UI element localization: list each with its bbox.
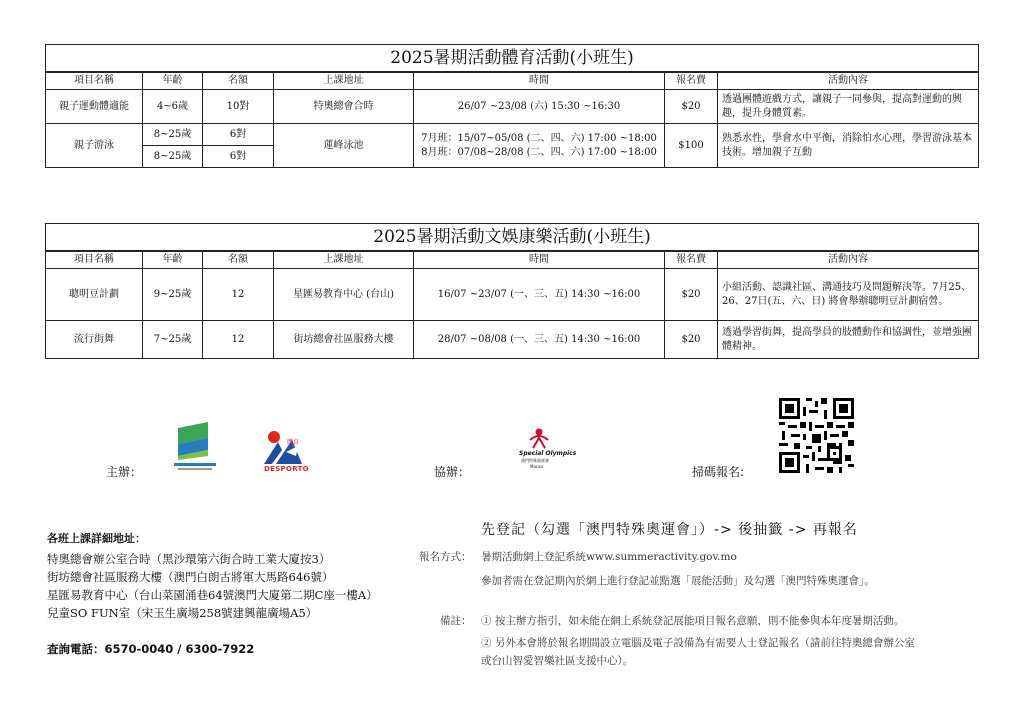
qr-code-icon[interactable] xyxy=(779,398,854,473)
activity-address: 星匯易教育中心 (台山) xyxy=(274,269,414,321)
special-olympics-sub: 澳門特殊奧運會 xyxy=(521,458,549,463)
col-header-content: 活動內容 xyxy=(718,251,979,269)
address-list xyxy=(47,550,378,622)
col-header-age: 年齡 xyxy=(143,72,203,90)
col-header-age: 年齡 xyxy=(143,251,203,269)
activity-content: 透過學習街舞，提高學員的肢體動作和協調性，並增強團體精神。 xyxy=(718,321,979,359)
desporto-logo-text: DESPORTO xyxy=(264,465,309,473)
address-heading: 各班上課詳細地址： xyxy=(47,532,146,545)
activity-age: 8~25歲 xyxy=(143,146,203,168)
time-july: 7月班：15/07~05/08 (二、四、六) 17:00 ~18:00 xyxy=(421,132,657,144)
table-title: 2025暑期活動文娛康樂活動(小班生) xyxy=(46,224,979,252)
address-line: 特奧總會辦公室合時（黑沙環第六街合時工業大廈按3） xyxy=(47,552,331,566)
col-header-fee: 報名費 xyxy=(665,72,718,90)
activity-quota: 10對 xyxy=(203,90,274,124)
activity-name: 流行街舞 xyxy=(46,321,143,359)
special-olympics-logo-text: Special Olympics xyxy=(519,450,577,457)
note-2b: 或台山智愛智樂社區支援中心）。 xyxy=(481,655,634,667)
activity-age: 4~6歲 xyxy=(143,90,203,124)
table-row xyxy=(46,90,979,124)
table-row xyxy=(46,124,979,146)
method-line-2: 參加者需在登記期內於網上進行登記並點選「展能活動」及勾選「澳門特殊奧運會」。 xyxy=(481,575,875,587)
activity-fee: $20 xyxy=(665,90,718,124)
table-row xyxy=(46,269,979,321)
col-header-fee: 報名費 xyxy=(665,251,718,269)
activity-name: 聰明豆計劃 xyxy=(46,269,143,321)
activity-quota: 12 xyxy=(203,321,274,359)
activity-address: 蓮峰泳池 xyxy=(274,124,414,168)
activity-time: 28/07 ~08/08 (一、三、五) 14:30 ~16:00 xyxy=(414,321,665,359)
special-olympics-icon xyxy=(527,426,551,450)
activity-age: 8~25歲 xyxy=(143,124,203,146)
activity-quota: 12 xyxy=(203,269,274,321)
activity-content: 透過團體遊戲方式，讓親子一同參與，提高對運動的興趣，提升身體質素。 xyxy=(718,90,979,124)
col-header-name: 項目名稱 xyxy=(46,72,143,90)
table-row xyxy=(46,321,979,359)
note-2a: ② 另外本會將於報名期間設立電腦及電子設備為有需要人士登記報名（請前往特奧總會辦公室 xyxy=(481,637,915,649)
address-line: 兒童SO FUN室（宋玉生廣場258號建興龍廣場A5） xyxy=(47,606,318,620)
activity-quota: 6對 xyxy=(203,124,274,146)
sports-activities-table xyxy=(45,44,979,168)
activity-fee: $20 xyxy=(665,269,718,321)
special-olympics-city: Macau xyxy=(530,464,544,469)
activity-content: 熟悉水性，學會水中平衡，消除怕水心理，學習游泳基本技術。增加親子互動 xyxy=(718,124,979,168)
method-line-1: 暑期活動網上登記系統www.summeractivity.gov.mo xyxy=(481,551,737,563)
col-header-address: 上課地址 xyxy=(274,251,414,269)
sports-bureau-logo xyxy=(172,422,220,472)
activity-name: 親子游泳 xyxy=(46,124,143,168)
inquiry-phone: 查詢電話：6570-0040 / 6300-7922 xyxy=(47,642,255,656)
activity-age: 9~25歲 xyxy=(143,269,203,321)
address-line: 街坊總會社區服務大樓（澳門白朗古將軍大馬路646號） xyxy=(47,570,334,584)
address-line: 星匯易教育中心（台山菜園涌巷64號澳門大廈第二期C座一樓A） xyxy=(47,588,378,602)
co-organizer-label: 協辦： xyxy=(434,465,471,479)
activity-time: 26/07 ~23/08 (六) 15:30 ~16:30 xyxy=(414,90,665,124)
col-header-address: 上課地址 xyxy=(274,72,414,90)
activity-time xyxy=(414,124,665,168)
scan-label: 掃碼報名: xyxy=(692,465,745,479)
activity-fee: $20 xyxy=(665,321,718,359)
notes-label: 備註： xyxy=(440,615,472,627)
registration-headline: 先登記（勾選「澳門特殊奧運會」）-> 後抽籤 -> 再報名 xyxy=(481,522,858,538)
activity-quota: 6對 xyxy=(203,146,274,168)
method-label: 報名方式： xyxy=(419,551,472,563)
activity-time: 16/07 ~23/07 (一、三、五) 14:30 ~16:00 xyxy=(414,269,665,321)
activity-content: 小組活動、認識社區、溝通技巧及問題解決等。7月25、26、27日(五、六、日) 將會舉辦聰明豆計劃宿營。 xyxy=(718,269,979,321)
col-header-time: 時間 xyxy=(414,251,665,269)
col-header-content: 活動內容 xyxy=(718,72,979,90)
col-header-quota: 名額 xyxy=(203,251,274,269)
activity-age: 7~25歲 xyxy=(143,321,203,359)
table-title: 2025暑期活動體育活動(小班生) xyxy=(46,45,979,73)
time-august: 8月班：07/08~28/08 (二、四、六) 17:00 ~18:00 xyxy=(421,146,657,158)
activity-address: 街坊總會社區服務大樓 xyxy=(274,321,414,359)
activity-address: 特奧總會合時 xyxy=(274,90,414,124)
col-header-quota: 名額 xyxy=(203,72,274,90)
desporto-small: 體育 xyxy=(287,439,300,446)
recreation-activities-table xyxy=(45,223,979,359)
host-label: 主辦： xyxy=(106,465,143,479)
note-1: ① 按主辦方指引，如未能在網上系統登記展能項目報名意願，則不能參與本年度暑期活動。 xyxy=(481,615,905,627)
activity-fee: $100 xyxy=(665,124,718,168)
col-header-time: 時間 xyxy=(414,72,665,90)
col-header-name: 項目名稱 xyxy=(46,251,143,269)
activity-name: 親子運動體適能 xyxy=(46,90,143,124)
